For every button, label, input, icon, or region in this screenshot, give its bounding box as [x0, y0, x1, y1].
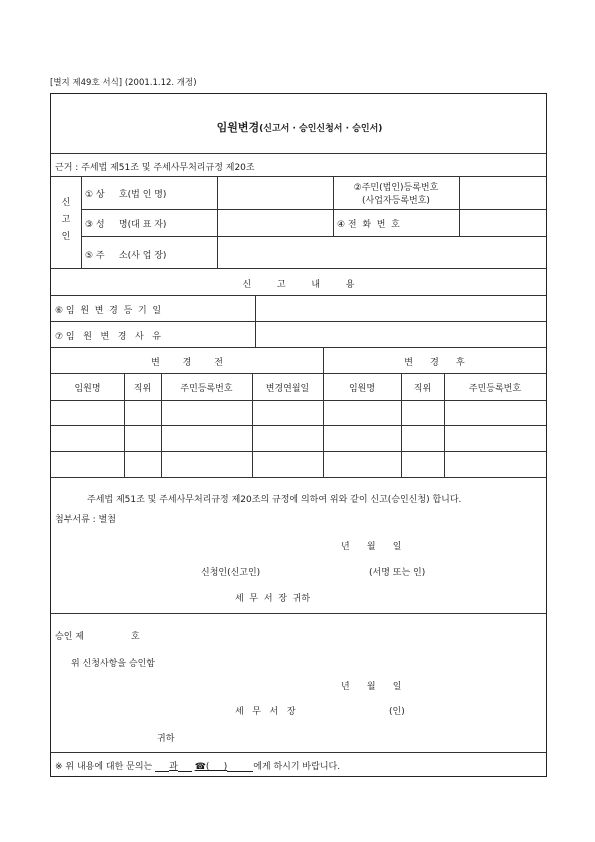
approval-number-suffix: 호	[131, 632, 140, 642]
footer-dept-suffix: 과	[169, 762, 178, 772]
divider	[51, 153, 546, 154]
legal-basis: 근거 : 주세법 제51조 및 주세사무처리규정 제20조	[55, 163, 255, 173]
recipient-label: 귀하	[157, 734, 175, 744]
report-content-heading: 신 고 내 용	[242, 280, 355, 290]
signature-note: (서명 또는 인)	[369, 568, 426, 578]
divider	[51, 373, 546, 374]
divider	[51, 321, 546, 322]
divider	[51, 400, 546, 401]
column-header: 임원명	[348, 384, 376, 394]
divider	[51, 477, 546, 478]
representative-name-field[interactable]	[221, 212, 331, 234]
divider	[217, 236, 218, 268]
contact-person-blank[interactable]	[227, 762, 253, 772]
column-header: 임원명	[74, 384, 101, 394]
address-label: ⑤ 주 소(사 업 장)	[85, 251, 167, 261]
phone-label: ④ 전 화 번 호	[337, 220, 400, 230]
column-header: 주민등록번호	[180, 384, 233, 394]
table-row[interactable]	[53, 453, 544, 475]
column-header: 직위	[413, 384, 432, 394]
application-date: 년 월 일	[341, 542, 402, 552]
table-row[interactable]	[53, 402, 544, 424]
table-row[interactable]	[53, 427, 544, 449]
trade-name-field[interactable]	[221, 181, 331, 205]
divider	[51, 451, 546, 452]
spacer	[178, 762, 192, 772]
divider	[51, 347, 546, 348]
addressee: 세 무 서 장 귀하	[235, 594, 311, 604]
applicant-sign-label: 신청인(신고인)	[201, 568, 261, 578]
inquiry-footer	[55, 759, 340, 772]
divider	[459, 176, 460, 236]
approval-statement: 위 신청사항을 승인함	[71, 659, 155, 669]
footer-prefix: ※ 위 내용에 대한 문의는	[55, 762, 153, 772]
phone-symbol[interactable]: ☎( )	[194, 762, 228, 772]
change-reason-field[interactable]	[259, 324, 543, 344]
divider	[51, 613, 546, 614]
approval-date: 년 월 일	[341, 682, 402, 692]
change-registration-date-field[interactable]	[259, 298, 543, 318]
footer-suffix: 에게 하시기 바랍니다.	[253, 762, 341, 772]
representative-name-label: ③ 성 명(대 표 자)	[85, 220, 167, 230]
form-reference-note: [별지 제49호 서식] (2001.1.12. 개정)	[50, 78, 197, 88]
divider	[51, 268, 546, 269]
divider	[81, 236, 546, 237]
approval-number-label: 승인 제	[55, 632, 84, 642]
form-title-sub: (신고서 · 승인신청서 · 승인서)	[259, 124, 383, 134]
seal-mark: (인)	[389, 707, 405, 717]
change-registration-date-label: ⑥ 임 원 변 경 등 기 일	[55, 306, 162, 316]
executive-change-form	[50, 93, 547, 777]
form-title	[51, 119, 548, 135]
trade-name-label: ① 상 호(법 인 명)	[85, 190, 167, 200]
divider	[217, 176, 218, 236]
phone-field[interactable]	[463, 212, 543, 234]
divider	[51, 295, 546, 296]
column-header: 변경연월일	[265, 384, 310, 394]
form-title-main: 임원변경	[216, 121, 260, 134]
divider	[255, 295, 256, 347]
divider	[81, 176, 82, 268]
address-field[interactable]	[221, 240, 541, 264]
attachment-note: 첨부서류 : 별첨	[55, 515, 116, 525]
reg-number-field[interactable]	[463, 181, 543, 205]
declaration-text: 주세법 제51조 및 주세사무처리규정 제20조의 규정에 의하여 위와 같이 신고(승인신청) 합니다.	[87, 495, 462, 505]
department-blank[interactable]	[155, 762, 169, 772]
divider	[81, 209, 546, 210]
divider	[51, 425, 546, 426]
column-header: 직위	[133, 384, 152, 394]
tax-office-head: 세 무 서 장	[235, 707, 296, 717]
change-reason-label: ⑦ 임 원 변 경 사 유	[55, 332, 162, 342]
divider	[51, 176, 546, 177]
column-header: 주민등록번호	[468, 384, 522, 394]
before-change-header: 변 경 전	[151, 358, 223, 368]
divider	[51, 752, 546, 753]
reg-number-label: ②주민(법인)등록번호 (사업자등록번호)	[353, 183, 439, 206]
applicant-side-label: 신 고 인	[61, 198, 71, 242]
after-change-header: 변 경 후	[404, 358, 465, 368]
